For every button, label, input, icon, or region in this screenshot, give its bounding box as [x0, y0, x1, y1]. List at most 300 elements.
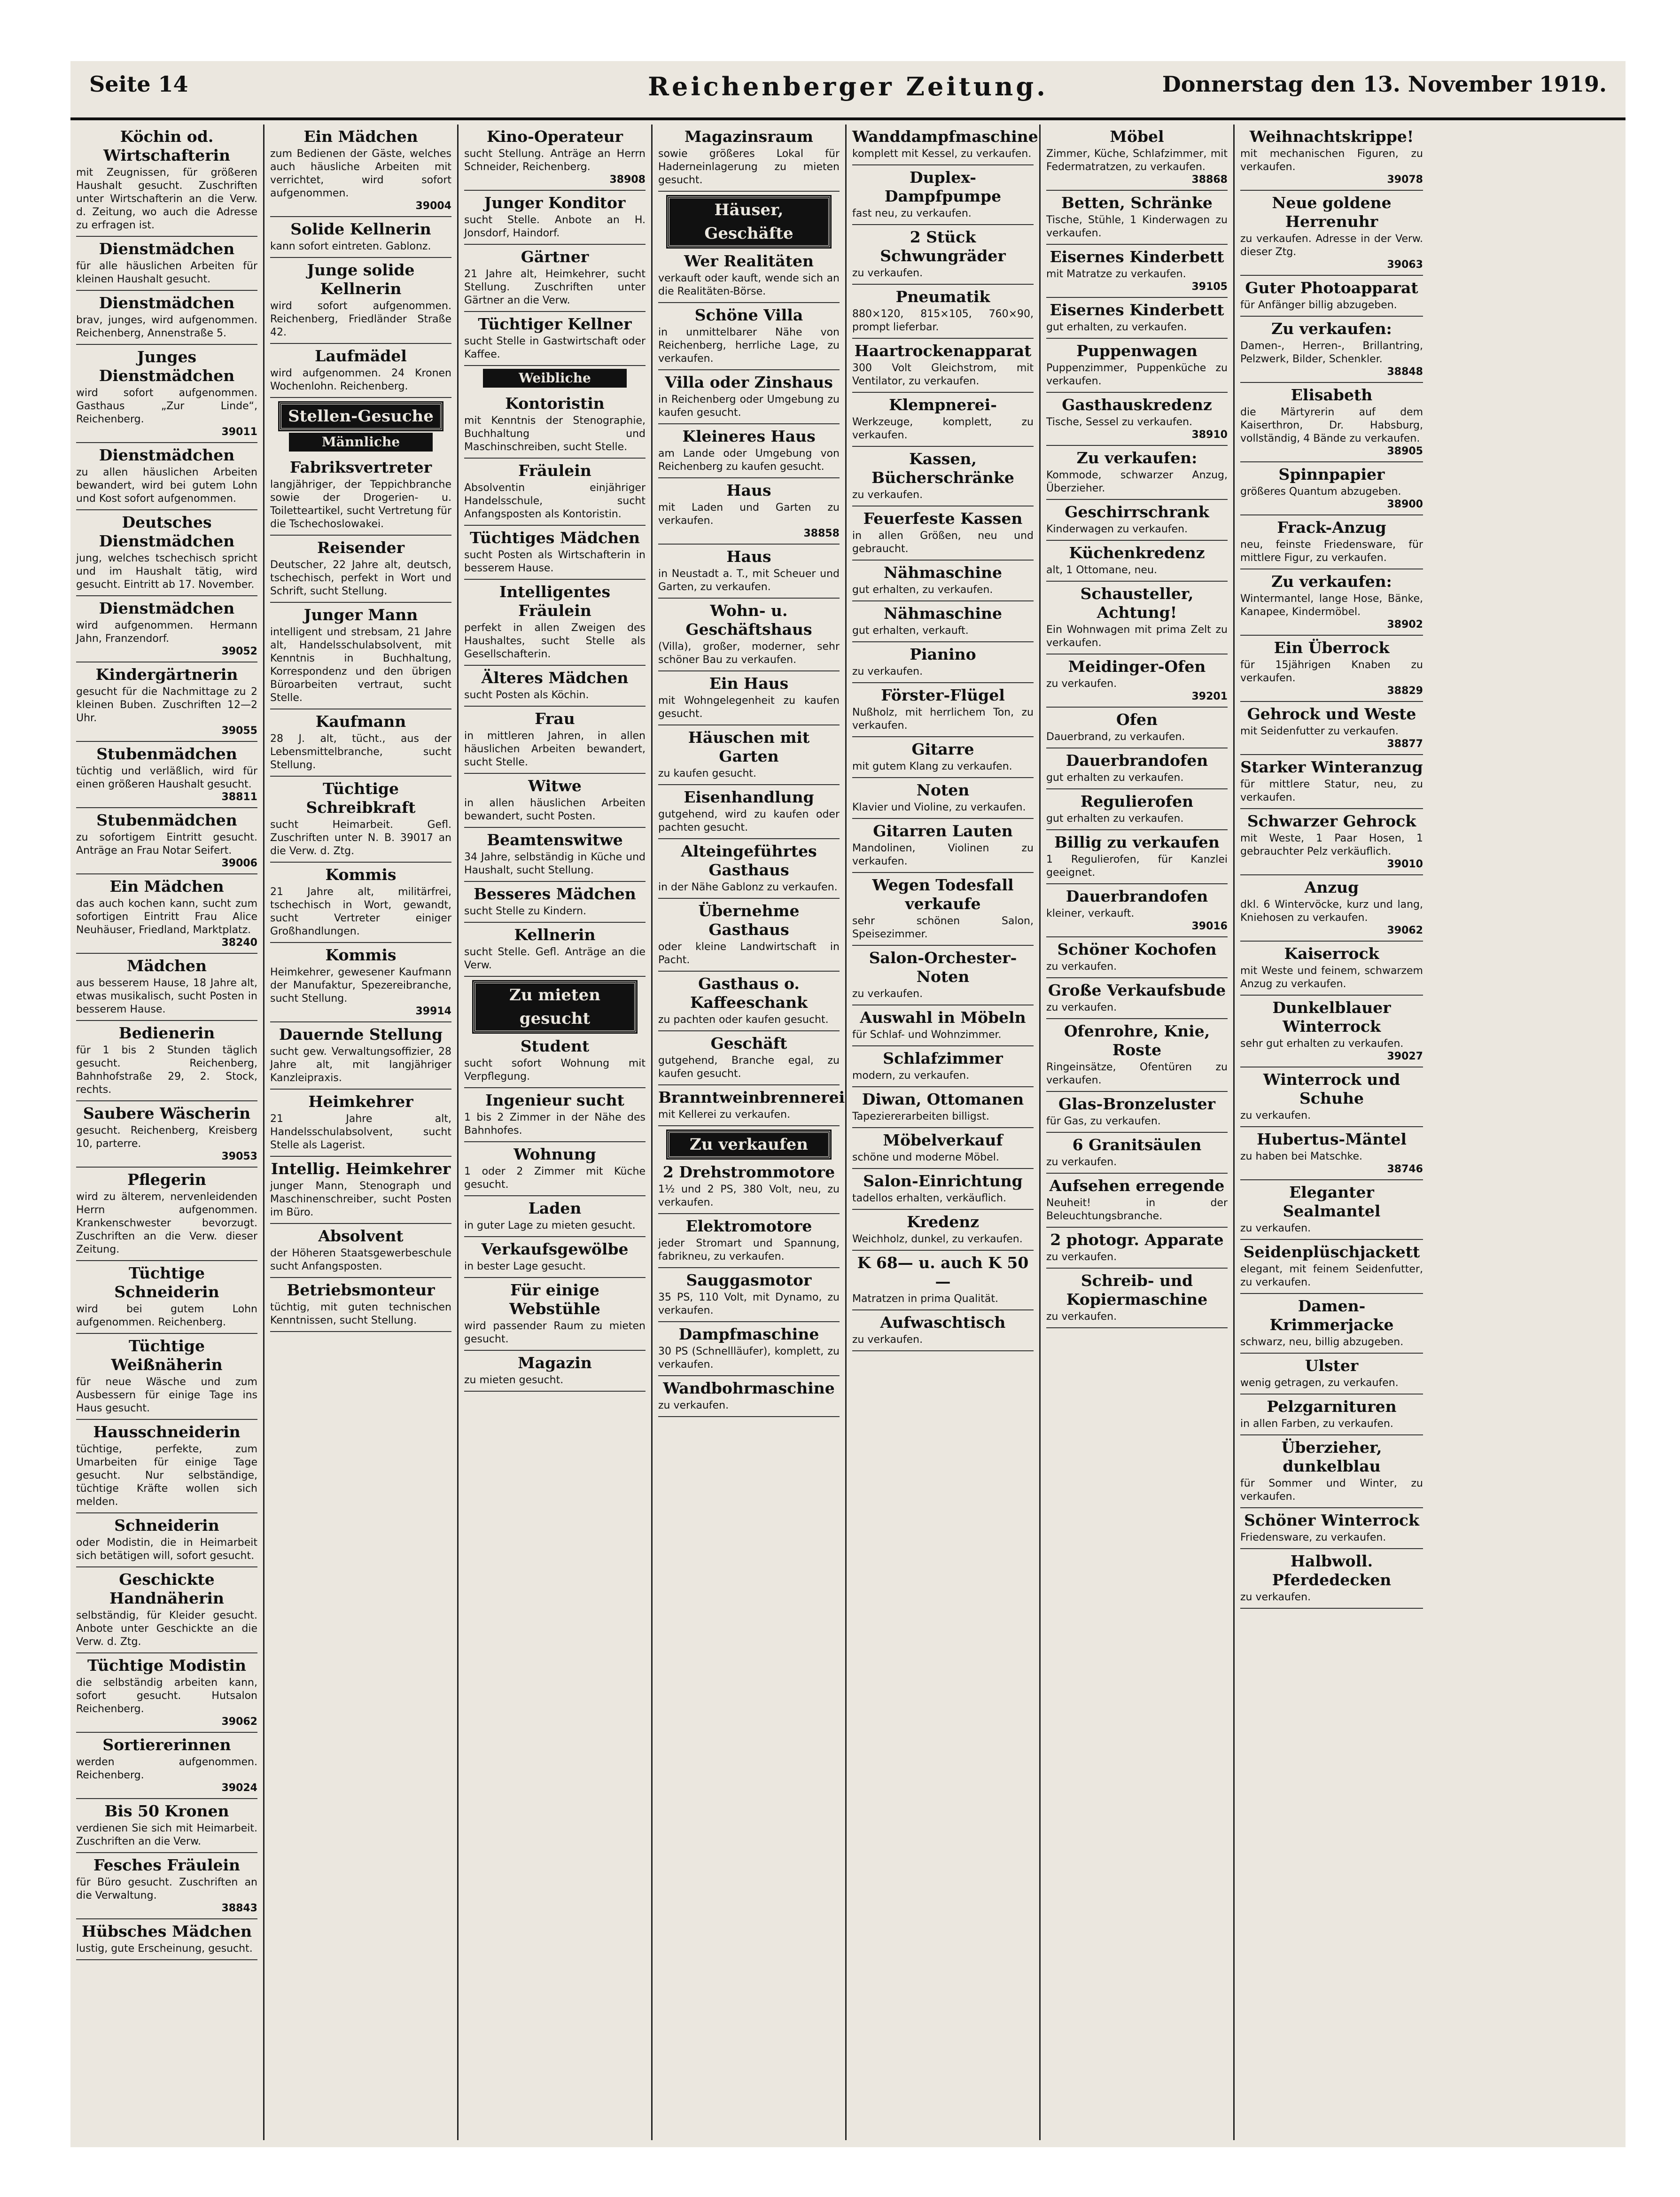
ad-title: Absolvent — [318, 1227, 404, 1245]
ad-title: Gasthaus o. Kaffeeschank — [690, 974, 808, 1012]
ad-title: Magazinsraum — [684, 127, 813, 146]
classified-ad — [464, 191, 646, 245]
ad-title: Gitarren Lauten — [873, 822, 1013, 840]
newspaper-page — [70, 61, 1626, 2147]
ad-reference-number: 39011 — [221, 426, 257, 438]
classified-ad — [464, 1142, 646, 1196]
ad-body: zu pachten oder kaufen gesucht. — [658, 1014, 829, 1026]
ad-title: Bis 50 Kronen — [104, 1802, 229, 1820]
classified-ad — [1046, 1019, 1228, 1092]
classified-ad — [464, 666, 646, 707]
classified-ad — [76, 1261, 257, 1334]
classified-ad — [658, 370, 840, 424]
classified-ad — [1046, 500, 1228, 541]
classified-ad — [76, 1567, 257, 1653]
ad-body: in mittleren Jahren, in allen häuslichen Arbeiten bewandert, sucht Stelle. — [464, 730, 646, 768]
ad-title: 6 Granitsäulen — [1072, 1136, 1202, 1154]
classified-ad — [270, 455, 451, 536]
classified-ad — [658, 249, 840, 303]
ad-title: Gasthauskredenz — [1062, 396, 1212, 414]
ad-body: für mittlere Statur, neu, zu verkaufen. — [1240, 779, 1423, 803]
classified-ad — [1046, 1092, 1228, 1133]
classified-ad — [76, 1420, 257, 1513]
ad-body: perfekt in allen Zweigen des Haushaltes, sucht Stelle als Gesellschafterin. — [464, 622, 646, 660]
classified-ad — [658, 785, 840, 839]
ad-title: Gitarre — [911, 740, 974, 758]
ad-title: Nähmaschine — [883, 604, 1003, 623]
ad-title: Wer Realitäten — [684, 252, 814, 270]
ad-reference-number: 39004 — [415, 200, 451, 212]
ad-reference-number: 39063 — [1387, 259, 1423, 271]
ad-title: Haartrockenapparat — [854, 342, 1032, 360]
ad-title: Winterrock und Schuhe — [1263, 1070, 1400, 1107]
ad-body: fast neu, zu verkaufen. — [852, 208, 972, 219]
ad-title: Dauerbrandofen — [1066, 887, 1208, 905]
ad-body: zu verkaufen. Adresse in der Verw. dieser Ztg. — [1240, 233, 1423, 258]
ad-body: zu verkaufen. — [852, 267, 923, 279]
classified-ad — [270, 217, 451, 258]
ad-title: Bedienerin — [118, 1024, 215, 1042]
ad-body: selbständig, für Kleider gesucht. Anbote unter Geschickte an die Verw. d. Ztg. — [76, 1610, 257, 1648]
ad-title: Wohnung — [513, 1145, 596, 1163]
classified-ad — [464, 580, 646, 666]
ad-title: Geschickte Handnäherin — [109, 1570, 224, 1607]
ad-title: Noten — [916, 781, 970, 799]
ad-title: Betten, Schränke — [1061, 194, 1213, 212]
ad-title: Wandbohrmaschine — [663, 1379, 835, 1397]
classified-ad — [1240, 1395, 1423, 1435]
classified-ad — [852, 873, 1034, 946]
ad-title: Diwan, Ottomanen — [862, 1090, 1024, 1108]
ad-title: Ofenrohre, Knie, Roste — [1064, 1022, 1210, 1059]
ad-body: oder Modistin, die in Heimarbeit sich betätigen will, sofort gesucht. — [76, 1537, 257, 1562]
column-5 — [847, 125, 1041, 2140]
ad-body: jung, welches tschechisch spricht und im Haushalt tätig, wird gesucht. Eintritt ab 17. November. — [76, 553, 257, 591]
ad-body: langjähriger, der Teppichbranche sowie der Drogerien- u. Toiletteartikel, sucht Vertretung für die Tschechoslowakei. — [270, 479, 451, 530]
classified-ad — [76, 874, 257, 954]
ad-body: Wintermantel, lange Hose, Bänke, Kanapee, Kindermöbel. — [1240, 593, 1423, 618]
ad-title: Spinnpapier — [1278, 465, 1385, 483]
ad-reference-number: 38902 — [1387, 619, 1423, 631]
ad-body: die Märtyrerin auf dem Kaiserthron, Dr. Habsburg, vollständig, 4 Bände zu verkaufen. — [1240, 406, 1423, 444]
ad-body: 30 PS (Schnellläufer), komplett, zu verkaufen. — [658, 1346, 840, 1371]
classified-ad — [1046, 789, 1228, 830]
ad-body: mit gutem Klang zu verkaufen. — [852, 761, 1012, 772]
classified-ad — [464, 1034, 646, 1088]
classified-ad — [852, 1210, 1034, 1251]
ad-title: Ein Mädchen — [303, 127, 418, 146]
ad-body: tüchtig, mit guten technischen Kenntnissen, sucht Stellung. — [270, 1301, 451, 1326]
ad-title: Schöner Winterrock — [1244, 1511, 1419, 1529]
ad-body: gesucht für die Nachmittage zu 2 kleinen Buben. Zuschriften 12—2 Uhr. — [76, 686, 257, 724]
ad-body: zu verkaufen. — [852, 489, 923, 501]
ad-reference-number: 39052 — [221, 646, 257, 657]
ad-title: Wegen Todesfall verkaufe — [872, 876, 1014, 913]
ad-body: zu verkaufen. — [852, 1334, 923, 1346]
ad-reference-number: 39062 — [221, 1716, 257, 1728]
classified-ad — [658, 972, 840, 1031]
ad-title: Eisernes Kinderbett — [1050, 301, 1224, 319]
classified-ad — [1046, 1228, 1228, 1269]
classified-ad — [852, 1005, 1034, 1046]
ad-title: Aufsehen erregende — [1049, 1176, 1225, 1195]
ad-reference-number: 39010 — [1387, 858, 1423, 870]
classified-ad — [658, 1376, 840, 1417]
classified-ad — [76, 1853, 257, 1919]
classified-ad — [1240, 996, 1423, 1067]
ad-title: Anzug — [1304, 878, 1359, 896]
classified-ad — [1046, 582, 1228, 654]
classified-ad — [658, 545, 840, 599]
classified-ad — [852, 1251, 1034, 1310]
ad-body: sucht Stelle. Anbote an H. Jonsdorf, Haindorf. — [464, 214, 646, 239]
ad-body: sucht Stelle zu Kindern. — [464, 905, 587, 917]
classified-ad — [658, 671, 840, 725]
classified-ad — [464, 125, 646, 191]
ad-title: Stubenmädchen — [96, 745, 237, 763]
ad-body: sucht Stellung. Anträge an Herrn Schneider, Reichenberg. — [464, 148, 646, 173]
ad-title: Duplex-Dampfpumpe — [884, 168, 1002, 205]
ad-body: am Lande oder Umgebung von Reichenberg zu kaufen gesucht. — [658, 448, 840, 473]
ad-body: Klavier und Violine, zu verkaufen. — [852, 802, 1026, 813]
ad-title: Dienstmädchen — [99, 294, 235, 312]
ad-body: oder kleine Landwirtschaft in Pacht. — [658, 941, 840, 966]
ad-title: Ofen — [1116, 710, 1158, 729]
classified-ad — [1240, 702, 1423, 755]
ad-body: für alle häuslichen Arbeiten für kleinen Haushalt gesucht. — [76, 260, 257, 285]
classified-ad — [852, 339, 1034, 393]
classified-ad — [852, 285, 1034, 339]
ad-title: Auswahl in Möbeln — [860, 1008, 1026, 1027]
ad-body: mit Weste und feinem, schwarzem Anzug zu verkaufen. — [1240, 965, 1423, 990]
ad-body: verkauft oder kauft, wende sich an die Realitäten-Börse. — [658, 273, 840, 297]
classified-ad — [76, 1799, 257, 1853]
classified-ad — [1046, 298, 1228, 339]
ad-title: Kaufmann — [315, 712, 406, 731]
ad-reference-number: 38905 — [1387, 445, 1423, 457]
ad-title: Fräulein — [518, 461, 591, 480]
ad-body: für Gas, zu verkaufen. — [1046, 1115, 1161, 1127]
classified-ad — [76, 1919, 257, 1960]
classified-ad — [1240, 1508, 1423, 1549]
ad-reference-number: 38848 — [1387, 366, 1423, 378]
ad-title: Villa oder Zinshaus — [665, 373, 833, 391]
ad-body: Mandolinen, Violinen zu verkaufen. — [852, 842, 1034, 867]
ad-title: Förster-Flügel — [881, 686, 1005, 704]
ad-body: sucht Heimarbeit. Gefl. Zuschriften unter N. B. 39017 an die Verw. d. Ztg. — [270, 819, 451, 857]
ad-body: wird aufgenommen. 24 Kronen Wochenlohn. Reichenberg. — [270, 367, 451, 392]
ad-title: Neue goldene Herrenuhr — [1272, 194, 1392, 231]
classified-ad — [852, 165, 1034, 225]
classified-ad — [1240, 462, 1423, 515]
ad-body: 1½ und 2 PS, 380 Volt, neu, zu verkaufen. — [658, 1184, 840, 1208]
ad-title: Kontoristin — [505, 394, 605, 413]
sub-heading: Männliche — [289, 433, 433, 452]
classified-ad — [658, 125, 840, 192]
ad-title: Billig zu verkaufen — [1054, 833, 1220, 851]
ad-body: zu allen häuslichen Arbeiten bewandert, wird bei gutem Lohn und Kost sofort aufgenommen. — [76, 467, 257, 505]
classified-ad — [76, 1653, 257, 1733]
ad-body: in allen Farben, zu verkaufen. — [1240, 1418, 1393, 1430]
ad-title: Pneumatik — [895, 288, 990, 306]
ad-body: elegant, mit feinem Seidenfutter, zu verkaufen. — [1240, 1263, 1423, 1288]
classified-ad — [76, 596, 257, 662]
classified-ad — [1046, 654, 1228, 708]
ad-body: sucht sofort Wohnung mit Verpflegung. — [464, 1058, 646, 1083]
ad-title: Puppenwagen — [1076, 342, 1198, 360]
ad-title: Fabriksvertreter — [289, 458, 432, 476]
ad-reference-number: 38858 — [803, 528, 840, 539]
ad-body: zum Bedienen der Gäste, welches auch häusliche Arbeiten mit verrichtet, wird sofort aufgenommen. — [270, 148, 451, 199]
ad-body: für Anfänger billig abzugeben. — [1240, 299, 1397, 311]
classified-ad — [1046, 830, 1228, 884]
classified-ad — [1046, 937, 1228, 978]
ad-body: zu verkaufen. — [658, 1400, 729, 1411]
ad-title: Stubenmädchen — [96, 811, 237, 829]
ad-body: gut erhalten, zu verkaufen. — [852, 584, 993, 596]
classified-ad — [852, 447, 1034, 506]
classified-ad — [76, 1021, 257, 1101]
ad-body: in guter Lage zu mieten gesucht. — [464, 1220, 636, 1231]
classified-ad — [76, 742, 257, 808]
ad-body: wird sofort aufgenommen. Gasthaus „Zur Linde“, Reichenberg. — [76, 387, 257, 425]
classified-ad — [852, 601, 1034, 642]
ad-body: wenig getragen, zu verkaufen. — [1240, 1377, 1399, 1389]
ad-body: schöne und moderne Möbel. — [852, 1152, 999, 1163]
classified-ad — [1046, 125, 1228, 191]
ad-body: Ein Wohnwagen mit prima Zelt zu verkaufen. — [1046, 624, 1228, 649]
classified-ad — [852, 1046, 1034, 1087]
ad-title: Tüchtige Schneiderin — [114, 1264, 219, 1301]
ad-title: 2 Stück Schwungräder — [880, 228, 1006, 265]
ad-body: gut erhalten, verkauft. — [852, 625, 969, 637]
ad-body: sucht Posten als Wirtschafterin in besserem Hause. — [464, 549, 646, 574]
classified-ad — [270, 603, 451, 709]
ad-title: Besseres Mädchen — [474, 885, 636, 903]
ad-reference-number: 39055 — [221, 725, 257, 737]
classified-ad — [76, 345, 257, 443]
ad-body: in Neustadt a. T., mit Scheuer und Garten, zu verkaufen. — [658, 568, 840, 593]
classified-ad — [1046, 446, 1228, 500]
classified-ad — [852, 1310, 1034, 1351]
ad-title: Eisenhandlung — [684, 788, 814, 806]
classified-ad — [658, 1214, 840, 1268]
classified-ad — [1046, 541, 1228, 582]
ad-body: aus besserem Hause, 18 Jahre alt, etwas musikalisch, sucht Posten in besserem Hause. — [76, 977, 257, 1015]
classified-ad — [1046, 339, 1228, 393]
ad-title: Damen-Krimmerjacke — [1269, 1297, 1394, 1334]
ad-body: dkl. 6 Wintervöcke, kurz und lang, Kniehosen zu verkaufen. — [1240, 899, 1423, 924]
ad-title: Haus — [726, 481, 771, 499]
ad-reference-number: 39078 — [1387, 174, 1423, 186]
classified-ad — [1046, 1174, 1228, 1228]
classified-ad — [1240, 1180, 1423, 1240]
classified-ad — [1240, 636, 1423, 702]
ad-reference-number: 39024 — [221, 1782, 257, 1794]
ad-title: Dienstmädchen — [99, 446, 235, 464]
ad-title: Junger Mann — [303, 606, 418, 624]
classified-ad — [464, 459, 646, 526]
ad-title: Für einige Webstühle — [509, 1281, 600, 1318]
classified-ad — [658, 1268, 840, 1322]
classified-ad — [270, 1278, 451, 1332]
ad-title: 2 Drehstrommotore — [662, 1163, 835, 1181]
ad-title: Schwarzer Gehrock — [1247, 812, 1416, 830]
ad-title: Seidenplüschjackett — [1243, 1243, 1420, 1261]
ad-title: Starker Winteranzug — [1240, 758, 1423, 776]
ad-body: wird bei gutem Lohn aufgenommen. Reichenberg. — [76, 1303, 257, 1328]
ad-title: Geschäft — [710, 1034, 787, 1052]
ad-body: sehr schönen Salon, Speisezimmer. — [852, 915, 1034, 940]
ad-body: Werkzeuge, komplett, zu verkaufen. — [852, 416, 1034, 441]
classified-ad — [76, 954, 257, 1021]
ad-title: Betriebsmonteur — [287, 1281, 435, 1299]
classified-ad — [658, 303, 840, 370]
section-heading: Häuser, Geschäfte — [668, 196, 830, 247]
ad-title: Dunkelblauer Winterrock — [1272, 998, 1391, 1036]
classified-ad — [1240, 383, 1423, 462]
ad-body: zu verkaufen. — [1046, 1156, 1117, 1168]
ad-title: Weihnachtskrippe! — [1249, 127, 1414, 146]
ad-body: 34 Jahre, selbständig in Küche und Haushalt, sucht Stellung. — [464, 851, 646, 876]
ad-title: Salon-Einrichtung — [863, 1172, 1023, 1190]
ad-body: Friedensware, zu verkaufen. — [1240, 1532, 1386, 1543]
ad-body: alt, 1 Ottomane, neu. — [1046, 564, 1158, 576]
classified-ad — [1046, 884, 1228, 937]
classified-ad — [1240, 1240, 1423, 1294]
ad-title: Kassen, Bücherschränke — [871, 450, 1014, 487]
classified-ad — [1046, 245, 1228, 298]
classified-ad — [464, 391, 646, 459]
classified-ad — [658, 1160, 840, 1214]
classified-ad — [1240, 809, 1423, 875]
ad-body: gut erhalten zu verkaufen. — [1046, 772, 1184, 784]
ad-body: für Büro gesucht. Zuschriften an die Verwaltung. — [76, 1877, 257, 1901]
ad-title: Möbelverkauf — [883, 1131, 1003, 1149]
classified-ad — [270, 1090, 451, 1157]
classified-ad — [658, 899, 840, 972]
ad-title: Pflegerin — [127, 1170, 206, 1189]
ad-title: Ein Mädchen — [109, 877, 224, 896]
classified-ad — [76, 1334, 257, 1420]
classified-ad — [270, 777, 451, 863]
classified-ad — [1240, 317, 1423, 383]
ad-title: Hubertus-Mäntel — [1257, 1130, 1407, 1148]
classified-ad — [658, 1031, 840, 1085]
classified-ad — [1046, 1269, 1228, 1328]
issue-date: Donnerstag den 13. November 1919. — [1162, 71, 1607, 97]
classified-ad — [1240, 1067, 1423, 1127]
ad-title: Meidinger-Ofen — [1068, 657, 1206, 676]
ad-title: Tüchtige Modistin — [87, 1656, 246, 1675]
classified-ad — [852, 737, 1034, 778]
ad-body: gutgehend, wird zu kaufen oder pachten gesucht. — [658, 809, 840, 834]
ad-title: Junger Konditor — [484, 194, 626, 212]
classified-ad — [76, 662, 257, 742]
classified-ad — [76, 808, 257, 874]
ad-title: Junges Dienstmädchen — [99, 348, 235, 385]
ad-body: in Reichenberg oder Umgebung zu kaufen gesucht. — [658, 394, 840, 419]
page-number: Seite 14 — [89, 71, 188, 97]
ad-body: zu kaufen gesucht. — [658, 768, 757, 779]
classified-ad — [464, 923, 646, 977]
classified-ad — [852, 1169, 1034, 1210]
classified-ad — [270, 1022, 451, 1090]
ad-title: Kino-Operateur — [486, 127, 623, 146]
ad-title: Tüchtige Weißnäherin — [111, 1337, 223, 1374]
ad-body: schwarz, neu, billig abzugeben. — [1240, 1336, 1404, 1348]
ad-body: für Schlaf- und Wohnzimmer. — [852, 1029, 1002, 1041]
classified-ad — [852, 506, 1034, 561]
ad-body: mit Kenntnis der Stenographie, Buchhaltung und Maschinschreiben, sucht Stelle. — [464, 415, 646, 453]
classified-ad — [464, 1278, 646, 1351]
ad-title: Dauerbrandofen — [1066, 751, 1208, 770]
ad-title: Nähmaschine — [883, 563, 1003, 582]
ad-body: sucht Stelle. Gefl. Anträge an die Verw. — [464, 946, 646, 971]
ad-body: 1 Regulierofen, für Kanzlei geeignet. — [1046, 854, 1228, 879]
ad-body: junger Mann, Stenograph und Maschinenschreiber, sucht Posten im Büro. — [270, 1180, 451, 1218]
ad-body: Damen-, Herren-, Brillantring, Pelzwerk, Bilder, Schenkler. — [1240, 340, 1423, 365]
classified-ad — [852, 819, 1034, 873]
classified-ad — [270, 1224, 451, 1278]
classified-ad — [270, 1157, 451, 1224]
ad-body: 1 oder 2 Zimmer mit Küche gesucht. — [464, 1166, 646, 1191]
classified-ad — [270, 344, 451, 398]
classified-ad — [1046, 191, 1228, 245]
classified-ad — [1240, 1127, 1423, 1180]
ad-body: in bester Lage gesucht. — [464, 1261, 586, 1272]
classified-ad — [76, 237, 257, 291]
classified-ad — [658, 839, 840, 899]
ad-reference-number: 39062 — [1387, 925, 1423, 936]
ad-body: 28 J. alt, tücht., aus der Lebensmittelbranche, sucht Stellung. — [270, 733, 451, 771]
ad-body: Tische, Sessel zu verkaufen. — [1046, 416, 1193, 428]
classified-ad — [852, 225, 1034, 285]
ad-title: Aufwaschtisch — [880, 1313, 1006, 1332]
ad-body: Kommode, schwarzer Anzug, Überzieher. — [1046, 469, 1228, 494]
classified-ad — [76, 1513, 257, 1567]
ad-title: Schöne Villa — [694, 306, 803, 324]
ad-title: Kellnerin — [514, 926, 596, 944]
classified-ad — [76, 1168, 257, 1261]
ad-body: jeder Stromart und Spannung, fabrikneu, zu verkaufen. — [658, 1238, 840, 1262]
ad-body: Tapeziererarbeiten billigst. — [852, 1111, 989, 1122]
ad-body: neu, feinste Friedensware, für mittlere Figur, zu verkaufen. — [1240, 539, 1423, 564]
classified-ad — [1240, 569, 1423, 636]
classified-ad — [1240, 875, 1423, 942]
ad-body: 21 Jahre alt, militärfrei, tschechisch in Wort, gewandt, sucht Vertreter einiger Großhandlungen. — [270, 886, 451, 937]
classified-ad — [464, 1196, 646, 1237]
ad-body: modern, zu verkaufen. — [852, 1070, 970, 1082]
ad-reference-number: 38908 — [609, 174, 646, 186]
ad-body: Heimkehrer, gewesener Kaufmann der Manufaktur, Spezereibranche, sucht Stellung. — [270, 966, 451, 1005]
ad-body: mit Seidenfutter zu verkaufen. — [1240, 725, 1399, 737]
ad-title: Überzieher, dunkelblau — [1281, 1438, 1382, 1475]
ad-body: zu verkaufen. — [1240, 1591, 1311, 1603]
classified-ad — [464, 882, 646, 923]
ad-body: die selbständig arbeiten kann, sofort gesucht. Hutsalon Reichenberg. — [76, 1677, 257, 1715]
ad-title: Deutsches Dienstmädchen — [99, 513, 235, 550]
classified-ad — [76, 291, 257, 345]
ad-body: für neue Wäsche und zum Ausbessern für einige Tage ins Haus gesucht. — [76, 1376, 257, 1414]
page-header — [70, 61, 1626, 120]
classified-ad — [658, 424, 840, 478]
classified-ad — [852, 683, 1034, 737]
section-heading: Zu mieten gesucht — [474, 982, 636, 1032]
ad-body: intelligent und strebsam, 21 Jahre alt, Handelsschulabsolvent, mit Kenntnis in Buchhaltung, Korrespondenz und den übrigen Büroarbeiten vertraut, sucht Stelle. — [270, 626, 451, 704]
ad-body: zu verkaufen. — [1240, 1223, 1311, 1234]
ad-title: Ulster — [1305, 1356, 1359, 1375]
